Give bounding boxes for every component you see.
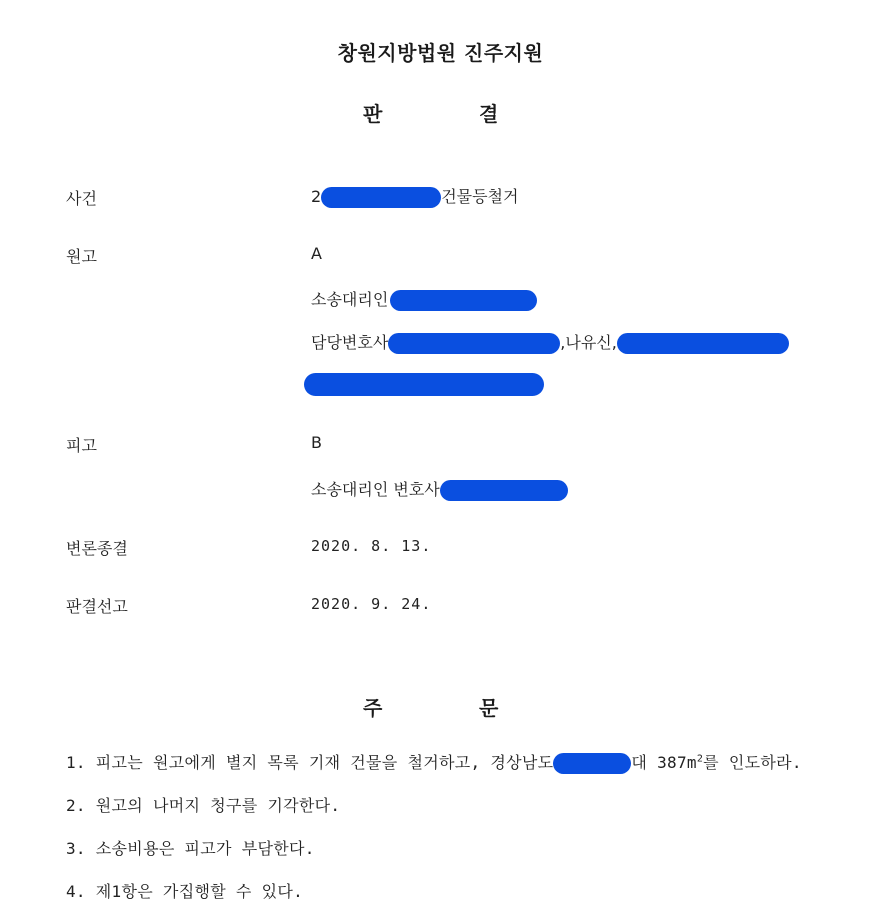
plaintiff-agent: [311, 287, 537, 311]
order-heading-char-1: 주: [363, 696, 383, 720]
order-item-1-text: 1. 피고는 원고에게 별지 목록 기재 건물을 철거하고, 경상남도: [66, 753, 554, 772]
plaintiff-lawyers: [311, 330, 789, 354]
doc-title-char-2: 결: [479, 102, 499, 126]
order-item-1-area: 대 387m: [631, 753, 697, 772]
order-item-3: 3. 소송비용은 피고가 부담한다.: [66, 839, 315, 858]
defendant-label: 피고: [66, 436, 97, 455]
plaintiff-name: A: [311, 244, 322, 263]
plaintiff-lawyer-named: ,나유신,: [560, 333, 617, 352]
pronounce-date: 2020. 9. 24.: [311, 595, 432, 613]
case-label: 사건: [66, 189, 97, 208]
pronounce-label: 판결선고: [66, 597, 128, 616]
redaction-mark: [617, 333, 789, 354]
order-item-2: 2. 원고의 나머지 청구를 기각한다.: [66, 796, 341, 815]
redaction-mark: [304, 373, 544, 396]
doc-title-char-1: 판: [363, 102, 383, 126]
plaintiff-lawyers-label: 담당변호사: [311, 333, 389, 352]
defendant-agent: [311, 477, 568, 501]
plaintiff-label: 원고: [66, 247, 97, 266]
order-heading-char-2: 문: [479, 696, 499, 720]
closing-label: 변론종결: [66, 539, 128, 558]
defendant-name: B: [311, 433, 322, 452]
defendant-agent-label: 소송대리인 변호사: [311, 480, 440, 499]
redaction-mark: [388, 333, 560, 354]
closing-date: 2020. 8. 13.: [311, 537, 432, 555]
order-item-1-end: 를 인도하라.: [703, 753, 802, 772]
redaction-mark: [321, 187, 441, 208]
redaction-mark: [553, 753, 631, 774]
order-item-1: [66, 750, 802, 774]
order-item-1-sup: 2: [696, 753, 704, 765]
case-number-prefix: 2: [311, 187, 322, 206]
redaction-mark: [390, 290, 537, 311]
redaction-mark: [440, 480, 568, 501]
plaintiff-agent-label: 소송대리인: [311, 290, 389, 309]
order-item-4: 4. 제1항은 가집행할 수 있다.: [66, 882, 304, 901]
case-number: [311, 184, 518, 208]
case-type: 건물등철거: [441, 187, 519, 206]
court-name: 창원지방법원 진주지원: [337, 41, 544, 65]
